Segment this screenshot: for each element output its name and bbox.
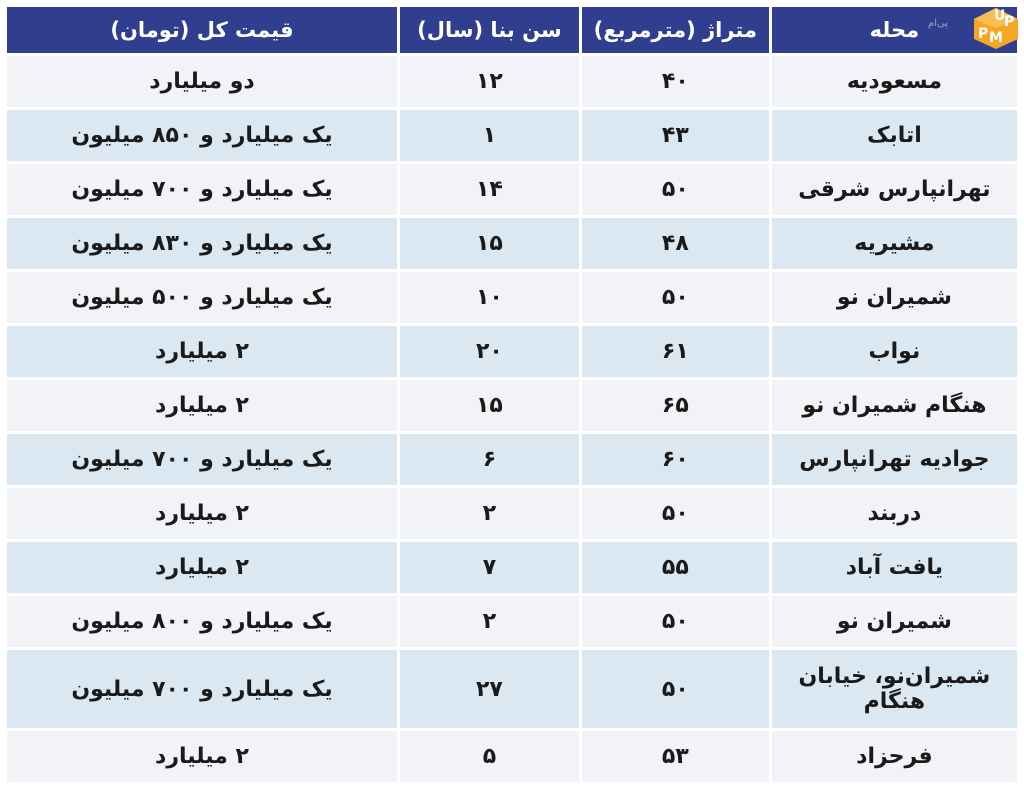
cell-neighborhood: فرحزاد <box>772 731 1017 782</box>
cell-neighborhood: مسعودیه <box>772 56 1017 107</box>
logo-letter: P <box>978 26 989 42</box>
table-header-row <box>7 7 1017 53</box>
cell-neighborhood: شمیران‌نو، خیابان هنگام <box>772 650 1017 728</box>
table-row <box>7 326 1017 377</box>
cell-area: ۴۳ <box>582 110 769 161</box>
cell-age: ۱۵ <box>400 218 579 269</box>
cell-price: ۲ میلیارد <box>7 380 397 431</box>
housing-price-table <box>4 4 1020 785</box>
cell-neighborhood: هنگام شمیران نو <box>772 380 1017 431</box>
cell-price: یک میلیارد و ۸۰۰ میلیون <box>7 596 397 647</box>
table-row <box>7 542 1017 593</box>
cell-area: ۶۵ <box>582 380 769 431</box>
cell-area: ۴۰ <box>582 56 769 107</box>
table-row <box>7 56 1017 107</box>
cell-area: ۵۰ <box>582 596 769 647</box>
cell-price: یک میلیارد و ۸۳۰ میلیون <box>7 218 397 269</box>
cell-age: ۲ <box>400 596 579 647</box>
logo-letter: P <box>1004 14 1015 30</box>
header-area: متراژ (مترمربع) <box>582 7 769 53</box>
cell-age: ۱ <box>400 110 579 161</box>
cell-neighborhood: دربند <box>772 488 1017 539</box>
cell-price: ۲ میلیارد <box>7 542 397 593</box>
cell-neighborhood: اتابک <box>772 110 1017 161</box>
cell-neighborhood: یافت آباد <box>772 542 1017 593</box>
table-row <box>7 731 1017 782</box>
cell-price: یک میلیارد و ۷۰۰ میلیون <box>7 164 397 215</box>
header-price: قیمت کل (تومان) <box>7 7 397 53</box>
table-row <box>7 488 1017 539</box>
cell-price: ۲ میلیارد <box>7 488 397 539</box>
cell-price: یک میلیارد و ۷۰۰ میلیون <box>7 650 397 728</box>
table-row <box>7 164 1017 215</box>
cell-age: ۲۷ <box>400 650 579 728</box>
cell-neighborhood: شمیران نو <box>772 596 1017 647</box>
cell-neighborhood: جوادیه تهرانپارس <box>772 434 1017 485</box>
table-row <box>7 380 1017 431</box>
cell-age: ۲۰ <box>400 326 579 377</box>
cell-area: ۵۰ <box>582 164 769 215</box>
cell-price: یک میلیارد و ۵۰۰ میلیون <box>7 272 397 323</box>
cell-price: یک میلیارد و ۸۵۰ میلیون <box>7 110 397 161</box>
table-row <box>7 218 1017 269</box>
table-row <box>7 272 1017 323</box>
cell-age: ۱۲ <box>400 56 579 107</box>
cell-area: ۵۰ <box>582 272 769 323</box>
cell-price: دو میلیارد <box>7 56 397 107</box>
cell-age: ۲ <box>400 488 579 539</box>
cell-area: ۵۵ <box>582 542 769 593</box>
cell-price: ۲ میلیارد <box>7 731 397 782</box>
uppm-logo <box>928 6 1020 50</box>
cell-area: ۴۸ <box>582 218 769 269</box>
cell-age: ۶ <box>400 434 579 485</box>
table-row <box>7 596 1017 647</box>
cell-neighborhood: تهرانپارس شرقی <box>772 164 1017 215</box>
table-row <box>7 434 1017 485</box>
cell-area: ۵۳ <box>582 731 769 782</box>
cell-age: ۱۵ <box>400 380 579 431</box>
cell-price: ۲ میلیارد <box>7 326 397 377</box>
cell-area: ۵۰ <box>582 488 769 539</box>
header-age: سن بنا (سال) <box>400 7 579 53</box>
cell-neighborhood: نواب <box>772 326 1017 377</box>
cell-neighborhood: مشیریه <box>772 218 1017 269</box>
header-neighborhood: محله <box>772 7 1017 53</box>
cell-area: ۶۰ <box>582 434 769 485</box>
cell-price: یک میلیارد و ۷۰۰ میلیون <box>7 434 397 485</box>
logo-tagline: پی‌ام <box>928 18 949 29</box>
table-row <box>7 650 1017 728</box>
cell-age: ۱۰ <box>400 272 579 323</box>
logo-letter: U <box>994 8 1006 24</box>
cell-age: ۵ <box>400 731 579 782</box>
table-row <box>7 110 1017 161</box>
cell-area: ۶۱ <box>582 326 769 377</box>
cell-neighborhood: شمیران نو <box>772 272 1017 323</box>
cell-age: ۷ <box>400 542 579 593</box>
cell-area: ۵۰ <box>582 650 769 728</box>
logo-letter: M <box>989 30 1003 46</box>
cell-age: ۱۴ <box>400 164 579 215</box>
